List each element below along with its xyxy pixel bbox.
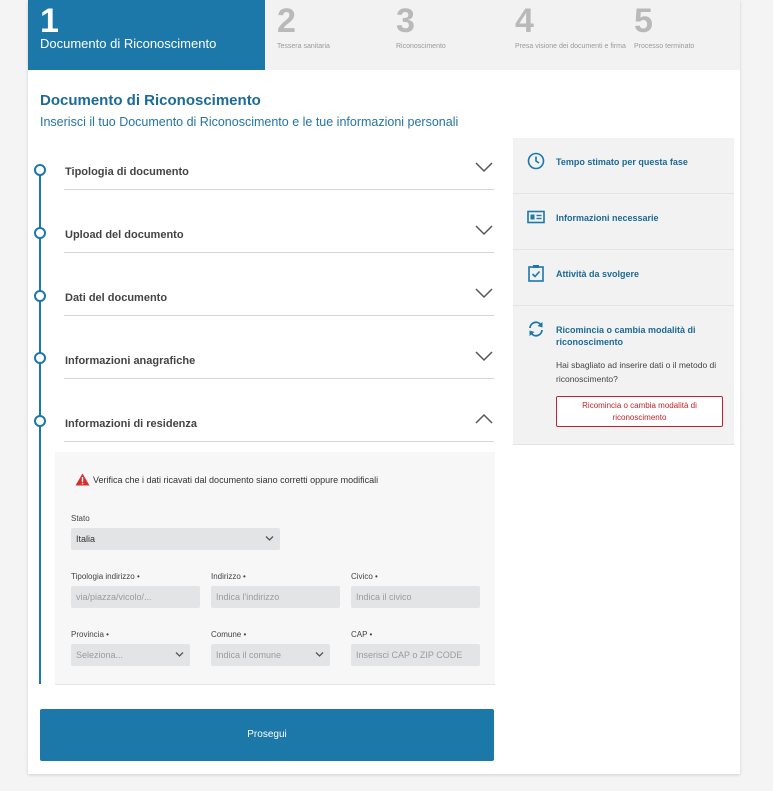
sidebar-item-label: Informazioni necessarie	[556, 213, 659, 223]
sidebar-item-informazioni-necessarie[interactable]	[513, 194, 734, 250]
accordion-title: Upload del documento	[65, 229, 184, 241]
accordion-dati-documento[interactable]	[64, 283, 494, 316]
checklist-icon	[527, 264, 545, 282]
chevron-down-icon	[474, 285, 494, 301]
chevron-down-icon	[315, 651, 324, 658]
page-subtitle: Inserisci il tuo Documento di Riconoscimento e le tue informazioni personali	[40, 115, 459, 129]
provincia-select[interactable]	[71, 644, 190, 666]
main-card	[28, 0, 740, 774]
step-number: 4	[515, 2, 534, 40]
residenza-panel	[55, 452, 495, 685]
warning-icon	[75, 473, 90, 486]
step-2	[277, 0, 377, 70]
sidebar-item-label: Tempo stimato per questa fase	[556, 157, 688, 167]
step-number: 1	[40, 2, 59, 40]
provincia-placeholder: Seleziona...	[76, 650, 124, 660]
progress-stepper	[28, 0, 740, 70]
accordion-informazioni-residenza[interactable]	[64, 409, 494, 442]
info-sidebar	[513, 138, 734, 445]
comune-placeholder: Indica il comune	[216, 650, 282, 660]
page-title: Documento di Riconoscimento	[40, 92, 261, 109]
stato-label: Stato	[71, 514, 90, 523]
sidebar-item-tempo-stimato[interactable]	[513, 138, 734, 194]
step-5	[634, 0, 734, 70]
tipologia-indirizzo-label: Tipologia indirizzo •	[71, 572, 140, 581]
step-number: 5	[634, 2, 653, 40]
continue-button[interactable]: Prosegui	[40, 709, 494, 761]
chevron-up-icon	[474, 411, 494, 427]
chevron-down-icon	[265, 535, 274, 542]
indirizzo-label: Indirizzo •	[211, 572, 246, 581]
timeline-dot	[34, 290, 46, 302]
refresh-icon	[527, 320, 545, 338]
comune-select[interactable]	[211, 644, 330, 666]
sidebar-item-label: Attività da svolgere	[556, 269, 640, 279]
step-label: Presa visione dei documenti e firma	[515, 43, 626, 50]
chevron-down-icon	[175, 651, 184, 658]
warning-text: Verifica che i dati ricavati dal documento siano corretti oppure modificali	[93, 475, 379, 485]
provincia-label: Provincia •	[71, 630, 109, 639]
step-4	[515, 0, 630, 70]
cap-label: CAP •	[351, 630, 373, 639]
civico-input[interactable]: Indica il civico	[351, 586, 480, 608]
timeline-dot	[34, 415, 46, 427]
accordion-title: Informazioni anagrafiche	[65, 355, 196, 367]
restart-title: Ricomincia o cambia modalità di riconoscimento	[556, 325, 696, 347]
chevron-down-icon	[474, 159, 494, 175]
step-number: 3	[396, 2, 415, 40]
chevron-down-icon	[474, 348, 494, 364]
id-card-icon	[527, 208, 545, 226]
cap-input[interactable]: Inserisci CAP o ZIP CODE	[351, 644, 480, 666]
step-label: Riconoscimento	[396, 43, 446, 50]
restart-description: Hai sbagliato ad inserire dati o il metodo di riconoscimento?	[556, 360, 717, 384]
step-3	[396, 0, 496, 70]
accordion-informazioni-anagrafiche[interactable]	[64, 346, 494, 379]
timeline-dot	[34, 352, 46, 364]
step-label: Documento di Riconoscimento	[40, 36, 217, 51]
clock-icon	[527, 152, 545, 170]
step-number: 2	[277, 2, 296, 40]
stato-value: Italia	[76, 534, 96, 544]
civico-label: Civico •	[351, 572, 378, 581]
comune-label: Comune •	[211, 630, 247, 639]
timeline-dot	[34, 164, 46, 176]
timeline-dot	[34, 227, 46, 239]
step-label: Processo terminato	[634, 43, 695, 50]
tipologia-indirizzo-input[interactable]: via/piazza/vicolo/...	[71, 586, 200, 608]
step-1	[28, 0, 265, 70]
indirizzo-input[interactable]: Indica l'indirizzo	[211, 586, 340, 608]
accordion-title: Dati del documento	[65, 292, 168, 304]
restart-button[interactable]: Ricomincia o cambia modalità di riconoscimento	[556, 396, 723, 427]
sidebar-item-attivita[interactable]	[513, 250, 734, 306]
step-label: Tessera sanitaria	[277, 43, 330, 50]
accordion-title: Tipologia di documento	[65, 166, 189, 178]
accordion-tipologia-documento[interactable]	[64, 157, 494, 190]
accordion-title: Informazioni di residenza	[65, 418, 198, 430]
chevron-down-icon	[474, 222, 494, 238]
accordion-upload-documento[interactable]	[64, 220, 494, 253]
stato-select[interactable]	[71, 528, 280, 550]
